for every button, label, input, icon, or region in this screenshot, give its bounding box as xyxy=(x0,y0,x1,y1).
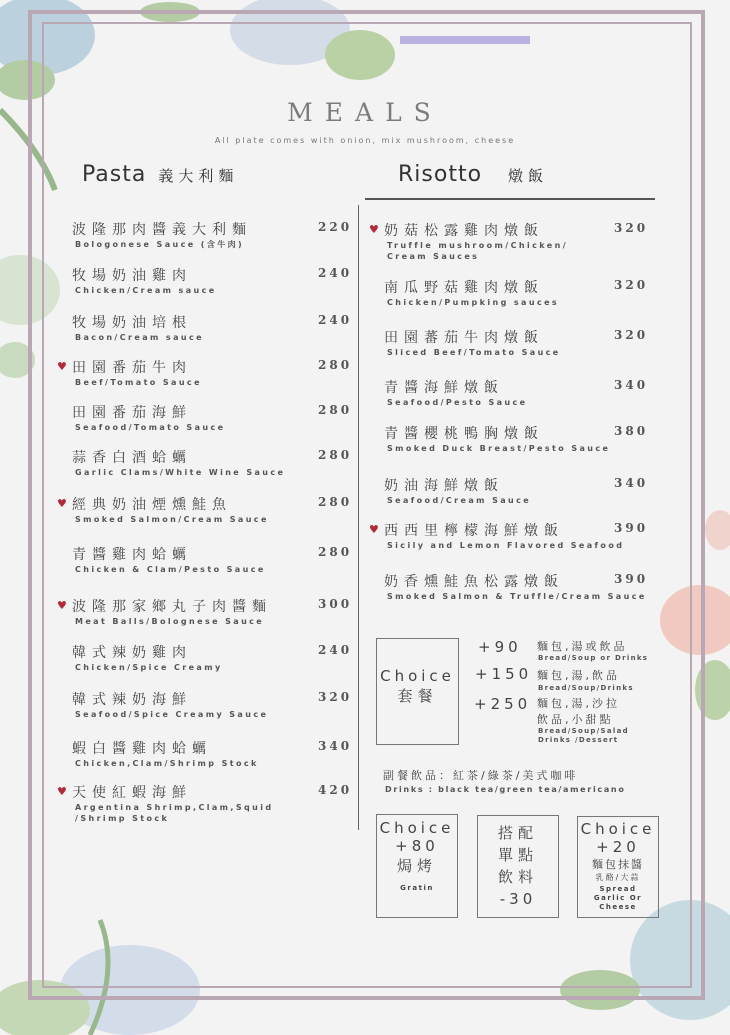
drink-addon-price: -30 xyxy=(499,890,537,908)
menu-item-description: Beef/Tomato Sauce xyxy=(75,378,202,387)
menu-item-description: Seafood/Cream Sauce xyxy=(387,496,532,505)
drink-addon-box xyxy=(477,815,559,918)
favorite-heart-icon: ♥ xyxy=(57,360,67,373)
menu-item-price: 240 xyxy=(318,643,353,657)
menu-item-name: 牧場奶油雞肉 xyxy=(72,268,192,284)
set-option-price: +250 xyxy=(474,695,532,713)
set-meal-label: Choice xyxy=(380,667,455,685)
menu-item-description: Smoked Duck Breast/Pesto Sauce xyxy=(387,444,611,453)
drinks-zh: 副餐飲品：紅茶/綠茶/美式咖啡 xyxy=(383,769,579,782)
menu-item-price: 390 xyxy=(614,572,649,586)
menu-item-description: Argentina Shrimp,Clam,Squid /Shrimp Stock xyxy=(75,803,274,823)
menu-item-name: 奶菇松露雞肉燉飯 xyxy=(384,223,544,239)
menu-item-price: 380 xyxy=(614,424,649,438)
menu-item-price: 300 xyxy=(318,597,353,611)
menu-item-name: 青醬雞肉蛤蠣 xyxy=(72,547,192,563)
menu-item-name: 韓式辣奶海鮮 xyxy=(72,692,192,708)
pasta-title: Pasta xyxy=(82,162,147,187)
risotto-heading xyxy=(398,162,548,187)
menu-item-description: Bologonese Sauce (含牛肉) xyxy=(75,240,245,249)
menu-item-price: 340 xyxy=(614,378,649,392)
menu-item-name: 波隆那肉醬義大利麵 xyxy=(72,222,252,238)
menu-item-description: Seafood/Spice Creamy Sauce xyxy=(75,710,269,719)
menu-item-description: Smoked Salmon & Truffle/Cream Sauce xyxy=(387,592,647,601)
menu-item-price: 420 xyxy=(318,783,353,797)
menu-item-name: 青醬海鮮燉飯 xyxy=(384,380,504,396)
menu-item-description: Sicily and Lemon Flavored Seafood xyxy=(387,541,625,550)
menu-item-price: 340 xyxy=(614,476,649,490)
menu-item-description: Chicken/Cream sauce xyxy=(75,286,217,295)
menu-item-price: 390 xyxy=(614,521,649,535)
spread-label: Choice xyxy=(580,820,656,838)
menu-item-description: Seafood/Pesto Sauce xyxy=(387,398,528,407)
spread-box xyxy=(577,816,659,918)
menu-item-description: Truffle mushroom/Chicken/ Cream Sauces xyxy=(387,241,569,261)
menu-item-name: 田園番茄牛肉 xyxy=(72,360,192,376)
menu-item-price: 280 xyxy=(318,448,353,462)
menu-item-name: 田園蕃茄牛肉燉飯 xyxy=(384,330,544,346)
set-option-zh: 麵包,湯,飲品 xyxy=(537,669,620,682)
menu-item-price: 280 xyxy=(318,495,353,509)
risotto-title: Risotto xyxy=(398,162,483,187)
menu-item-name: 牧場奶油培根 xyxy=(72,315,192,331)
menu-item-price: 280 xyxy=(318,358,353,372)
drink-addon-zh: 飲料 xyxy=(497,868,538,886)
menu-item-price: 220 xyxy=(318,220,353,234)
menu-item-name: 經典奶油煙燻鮭魚 xyxy=(72,497,232,513)
menu-item-description: Chicken/Spice Creamy xyxy=(75,663,223,672)
menu-item-price: 240 xyxy=(318,266,353,280)
menu-item-description: Garlic Clams/White Wine Sauce xyxy=(75,468,286,477)
menu-item-description: Seafood/Tomato Sauce xyxy=(75,423,226,432)
gratin-zh: 焗烤 xyxy=(396,857,437,875)
set-option-en: Bread/Soup or Drinks xyxy=(538,654,649,662)
gratin-en: Gratin xyxy=(400,884,434,892)
set-option-price: +90 xyxy=(478,638,522,656)
menu-item-description: Chicken & Clam/Pesto Sauce xyxy=(75,565,266,574)
menu-item-name: 蝦白醬雞肉蛤蠣 xyxy=(72,741,212,757)
favorite-heart-icon: ♥ xyxy=(57,599,67,612)
risotto-title-zh: 燉飯 xyxy=(508,167,549,185)
favorite-heart-icon: ♥ xyxy=(369,223,379,236)
favorite-heart-icon: ♥ xyxy=(57,785,67,798)
menu-item-name: 波隆那家鄉丸子肉醬麵 xyxy=(72,599,272,615)
spread-price: +20 xyxy=(596,838,640,856)
menu-item-price: 280 xyxy=(318,545,353,559)
gratin-price: +80 xyxy=(395,837,439,855)
favorite-heart-icon: ♥ xyxy=(369,523,379,536)
menu-item-name: 南瓜野菇雞肉燉飯 xyxy=(384,280,544,296)
set-meal-label-zh: 套餐 xyxy=(397,687,438,705)
drinks-en: Drinks : black tea/green tea/americano xyxy=(385,785,626,794)
menu-item-description: Bacon/Cream sauce xyxy=(75,333,204,342)
menu-item-price: 320 xyxy=(614,328,649,342)
menu-item-name: 奶香燻鮭魚松露燉飯 xyxy=(384,574,564,590)
menu-item-description: Chicken,Clam/Shrimp Stock xyxy=(75,759,259,768)
menu-item-price: 320 xyxy=(614,278,649,292)
menu-item-price: 320 xyxy=(318,690,353,704)
menu-item-name: 蒜香白酒蛤蠣 xyxy=(72,450,192,466)
set-option-zh: 麵包,湯,沙拉 飲品,小甜點 xyxy=(537,697,620,726)
spread-zh-small: 乳酪/大蒜 xyxy=(595,873,641,882)
spread-zh: 麵包抹醬 xyxy=(592,858,644,871)
menu-item-description: Sliced Beef/Tomato Sauce xyxy=(387,348,561,357)
menu-item-name: 青醬櫻桃鴨胸燉飯 xyxy=(384,426,544,442)
menu-item-description: Meat Balls/Bolognese Sauce xyxy=(75,617,265,626)
set-option-zh: 麵包,湯或飲品 xyxy=(537,640,628,653)
set-option-en: Bread/Soup/Drinks xyxy=(538,684,634,692)
drink-addon-zh: 單點 xyxy=(497,846,538,864)
menu-item-price: 280 xyxy=(318,403,353,417)
drink-addon-zh: 搭配 xyxy=(497,824,538,842)
menu-item-price: 340 xyxy=(318,739,353,753)
menu-title: MEALS xyxy=(287,98,443,127)
menu-item-name: 天使紅蝦海鮮 xyxy=(72,785,192,801)
set-option-price: +150 xyxy=(475,665,533,683)
gratin-box xyxy=(376,814,458,918)
pasta-title-zh: 義大利麵 xyxy=(158,167,239,185)
menu-item-price: 240 xyxy=(318,313,353,327)
gratin-label: Choice xyxy=(379,819,455,837)
spread-en: Spread Garlic Or Cheese xyxy=(593,885,643,911)
pasta-heading xyxy=(82,162,238,187)
menu-item-name: 奶油海鮮燉飯 xyxy=(384,478,504,494)
menu-item-name: 田園番茄海鮮 xyxy=(72,405,192,421)
heading-underline xyxy=(365,198,655,200)
menu-item-price: 320 xyxy=(614,221,649,235)
column-divider xyxy=(358,205,359,830)
menu-item-name: 韓式辣奶雞肉 xyxy=(72,645,192,661)
menu-subtitle: All plate comes with onion, mix mushroom, cheese xyxy=(214,136,516,145)
set-option-en: Bread/Soup/Salad Drinks /Dessert xyxy=(538,727,629,744)
set-meal-box xyxy=(376,638,459,745)
menu-item-description: Chicken/Pumpking sauces xyxy=(387,298,560,307)
favorite-heart-icon: ♥ xyxy=(57,497,67,510)
menu-item-description: Smoked Salmon/Cream Sauce xyxy=(75,515,269,524)
menu-item-name: 西西里檸檬海鮮燉飯 xyxy=(384,523,564,539)
